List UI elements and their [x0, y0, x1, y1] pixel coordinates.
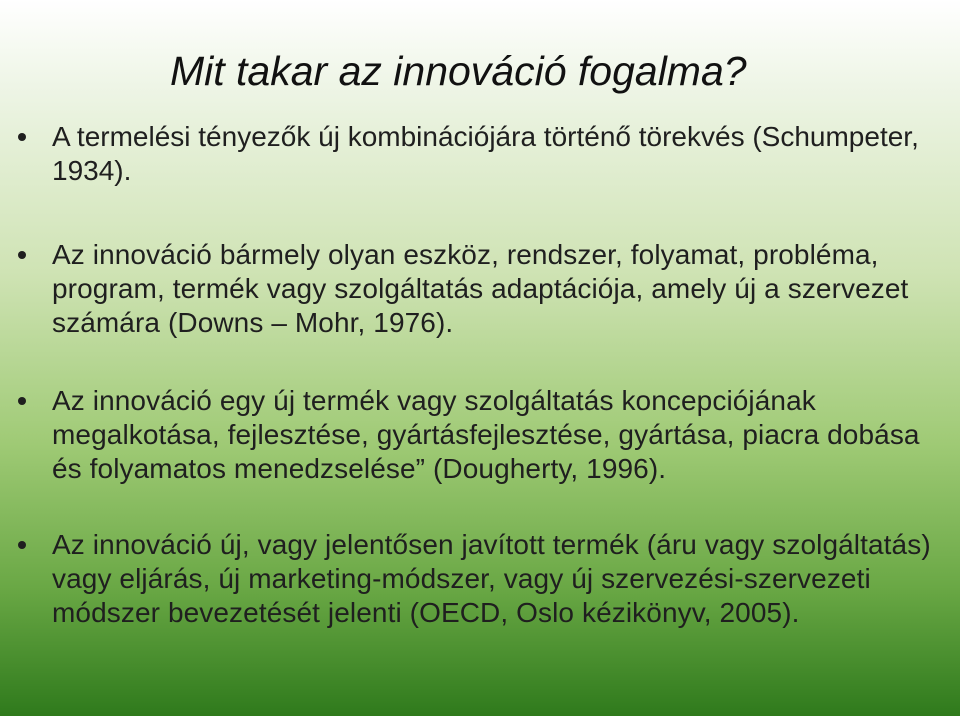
bullet-dot-icon: [18, 397, 26, 405]
bullet-item: [14, 528, 944, 630]
bullet-text: Az innováció új, vagy jelentősen javított termék (áru vagy szolgáltatás) vagy eljárás, új marketing-módszer, vagy új szervezési-szervezeti módszer bevezetését jelenti (OECD, Oslo kézikönyv, 2005).: [52, 529, 931, 628]
bullet-dot-icon: [18, 133, 26, 141]
bullet-item: [14, 120, 944, 188]
bullet-item: [14, 384, 944, 486]
bullet-dot-icon: [18, 541, 26, 549]
bullet-list: [14, 120, 944, 630]
bullet-dot-icon: [18, 251, 26, 259]
bullet-text: A termelési tényezők új kombinációjára történő törekvés (Schumpeter, 1934).: [52, 121, 919, 186]
slide-title: Mit takar az innováció fogalma?: [170, 48, 747, 94]
bullet-item: [14, 238, 944, 340]
bullet-text: Az innováció bármely olyan eszköz, rendszer, folyamat, probléma, program, termék vagy szolgáltatás adaptációja, amely új a szervezet számára (Downs – Mohr, 1976).: [52, 239, 909, 338]
bullet-text: Az innováció egy új termék vagy szolgáltatás koncepciójának megalkotása, fejlesztése, gyártásfejlesztése, gyártása, piacra dobása és folyamatos menedzselése” (Dougherty, 1996).: [52, 385, 920, 484]
